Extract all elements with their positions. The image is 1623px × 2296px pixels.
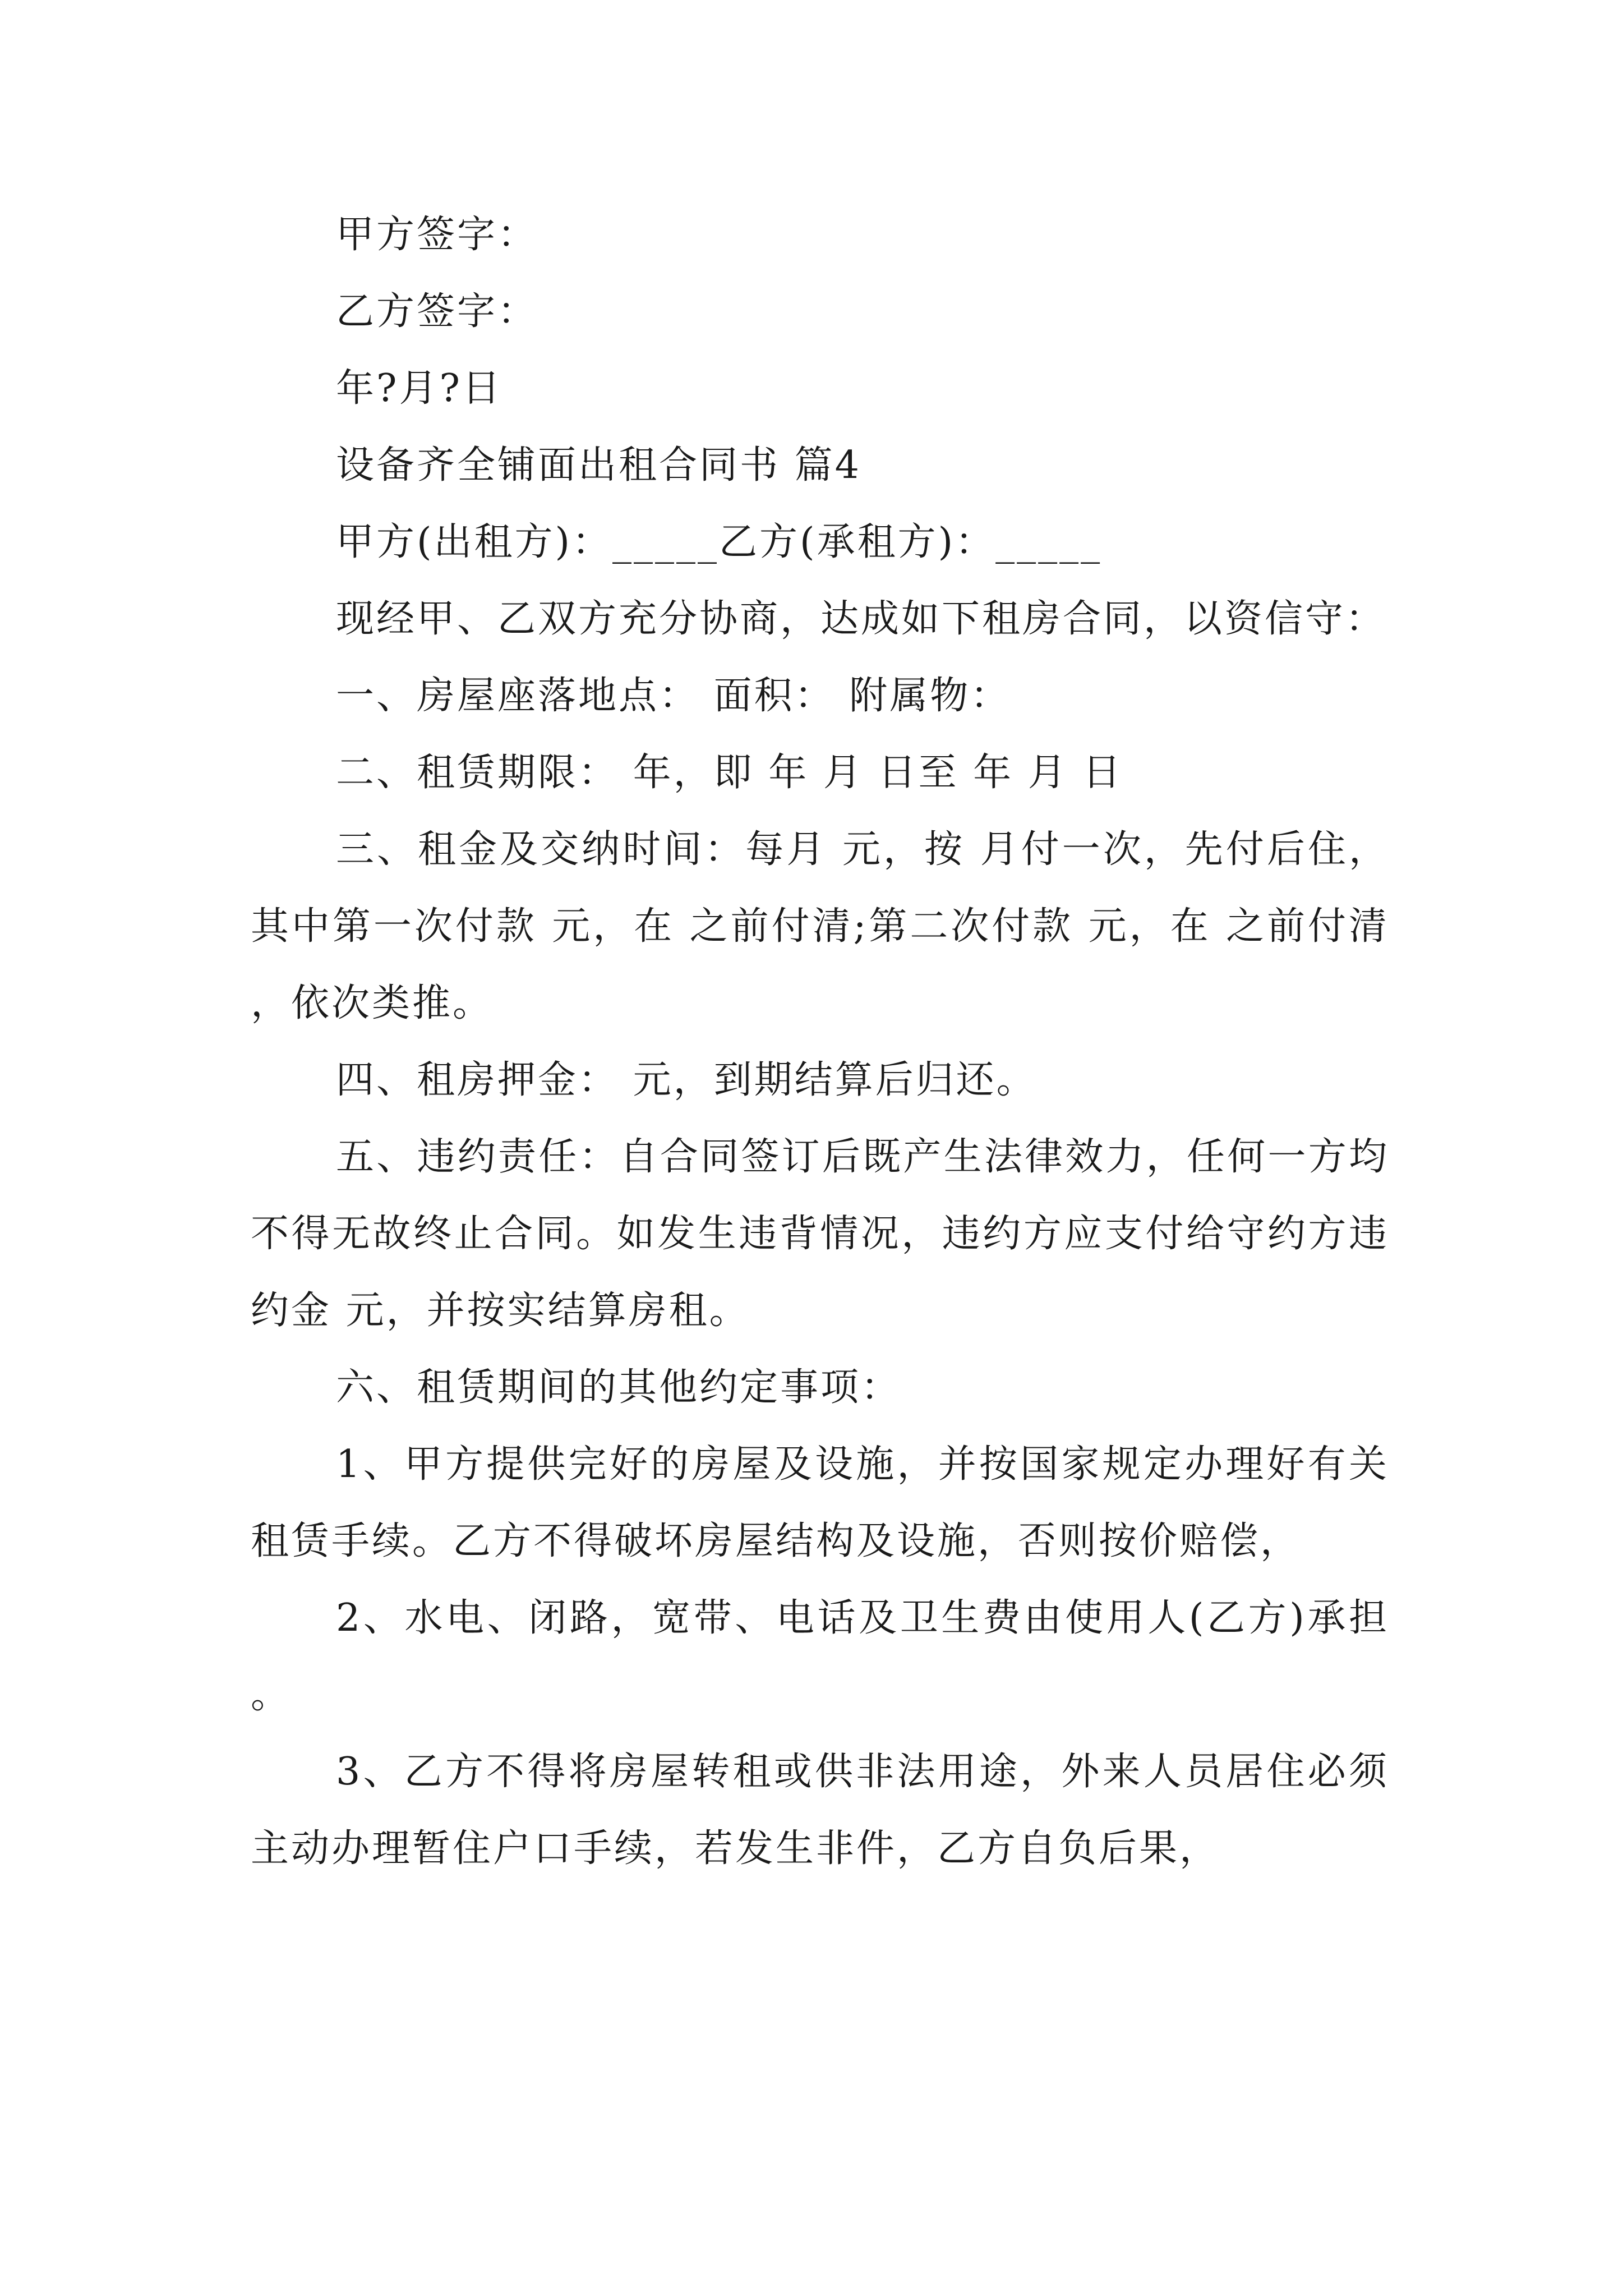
clause-lease-term: 二、租赁期限： 年，即 年 月 日至 年 月 日: [336, 751, 1123, 795]
term-item-3: 3、乙方不得将房屋转租或供非法用途，外来人员居住必须主动办理暂住户口手续，若发生非件，乙方自负后果，: [251, 1750, 1389, 1871]
date-line: 年?月?日: [336, 366, 502, 411]
preamble-paragraph: 现经甲、乙双方充分协商，达成如下租房合同，以资信守：: [336, 597, 1386, 641]
document-body: [251, 196, 1389, 1887]
clause-rent-payment: 三、租金及交纳时间：每月 元，按 月付一次，先付后住，其中第一次付款 元，在 之前付清;第二次付款 元，在 之前付清，依次类推。: [251, 827, 1389, 1025]
clause-deposit: 四、租房押金： 元，到期结算后归还。: [336, 1058, 1037, 1102]
term-item-2: 2、水电、闭路，宽带、电话及卫生费由使用人(乙方)承担。: [251, 1596, 1389, 1717]
parties-line: 甲方(出租方)：_____乙方(承租方)：_____: [336, 520, 1103, 564]
clause-other-terms: 六、租赁期间的其他约定事项：: [336, 1365, 902, 1410]
clause-breach: 五、违约责任：自合同签订后既产生法律效力，任何一方均不得无故终止合同。如发生违背情况，违约方应支付给守约方违约金 元，并按实结算房租。: [251, 1135, 1389, 1333]
term-item-1: 1、甲方提供完好的房屋及设施，并按国家规定办理好有关租赁手续。乙方不得破坏房屋结构及设施，否则按价赔偿，: [251, 1442, 1389, 1563]
clause-location: 一、房屋座落地点： 面积： 附属物：: [336, 674, 1011, 718]
party-a-signature-line: 甲方签字：: [336, 213, 538, 257]
party-b-signature-line: 乙方签字：: [336, 289, 538, 334]
section-title: 设备齐全铺面出租合同书 篇4: [336, 443, 861, 487]
